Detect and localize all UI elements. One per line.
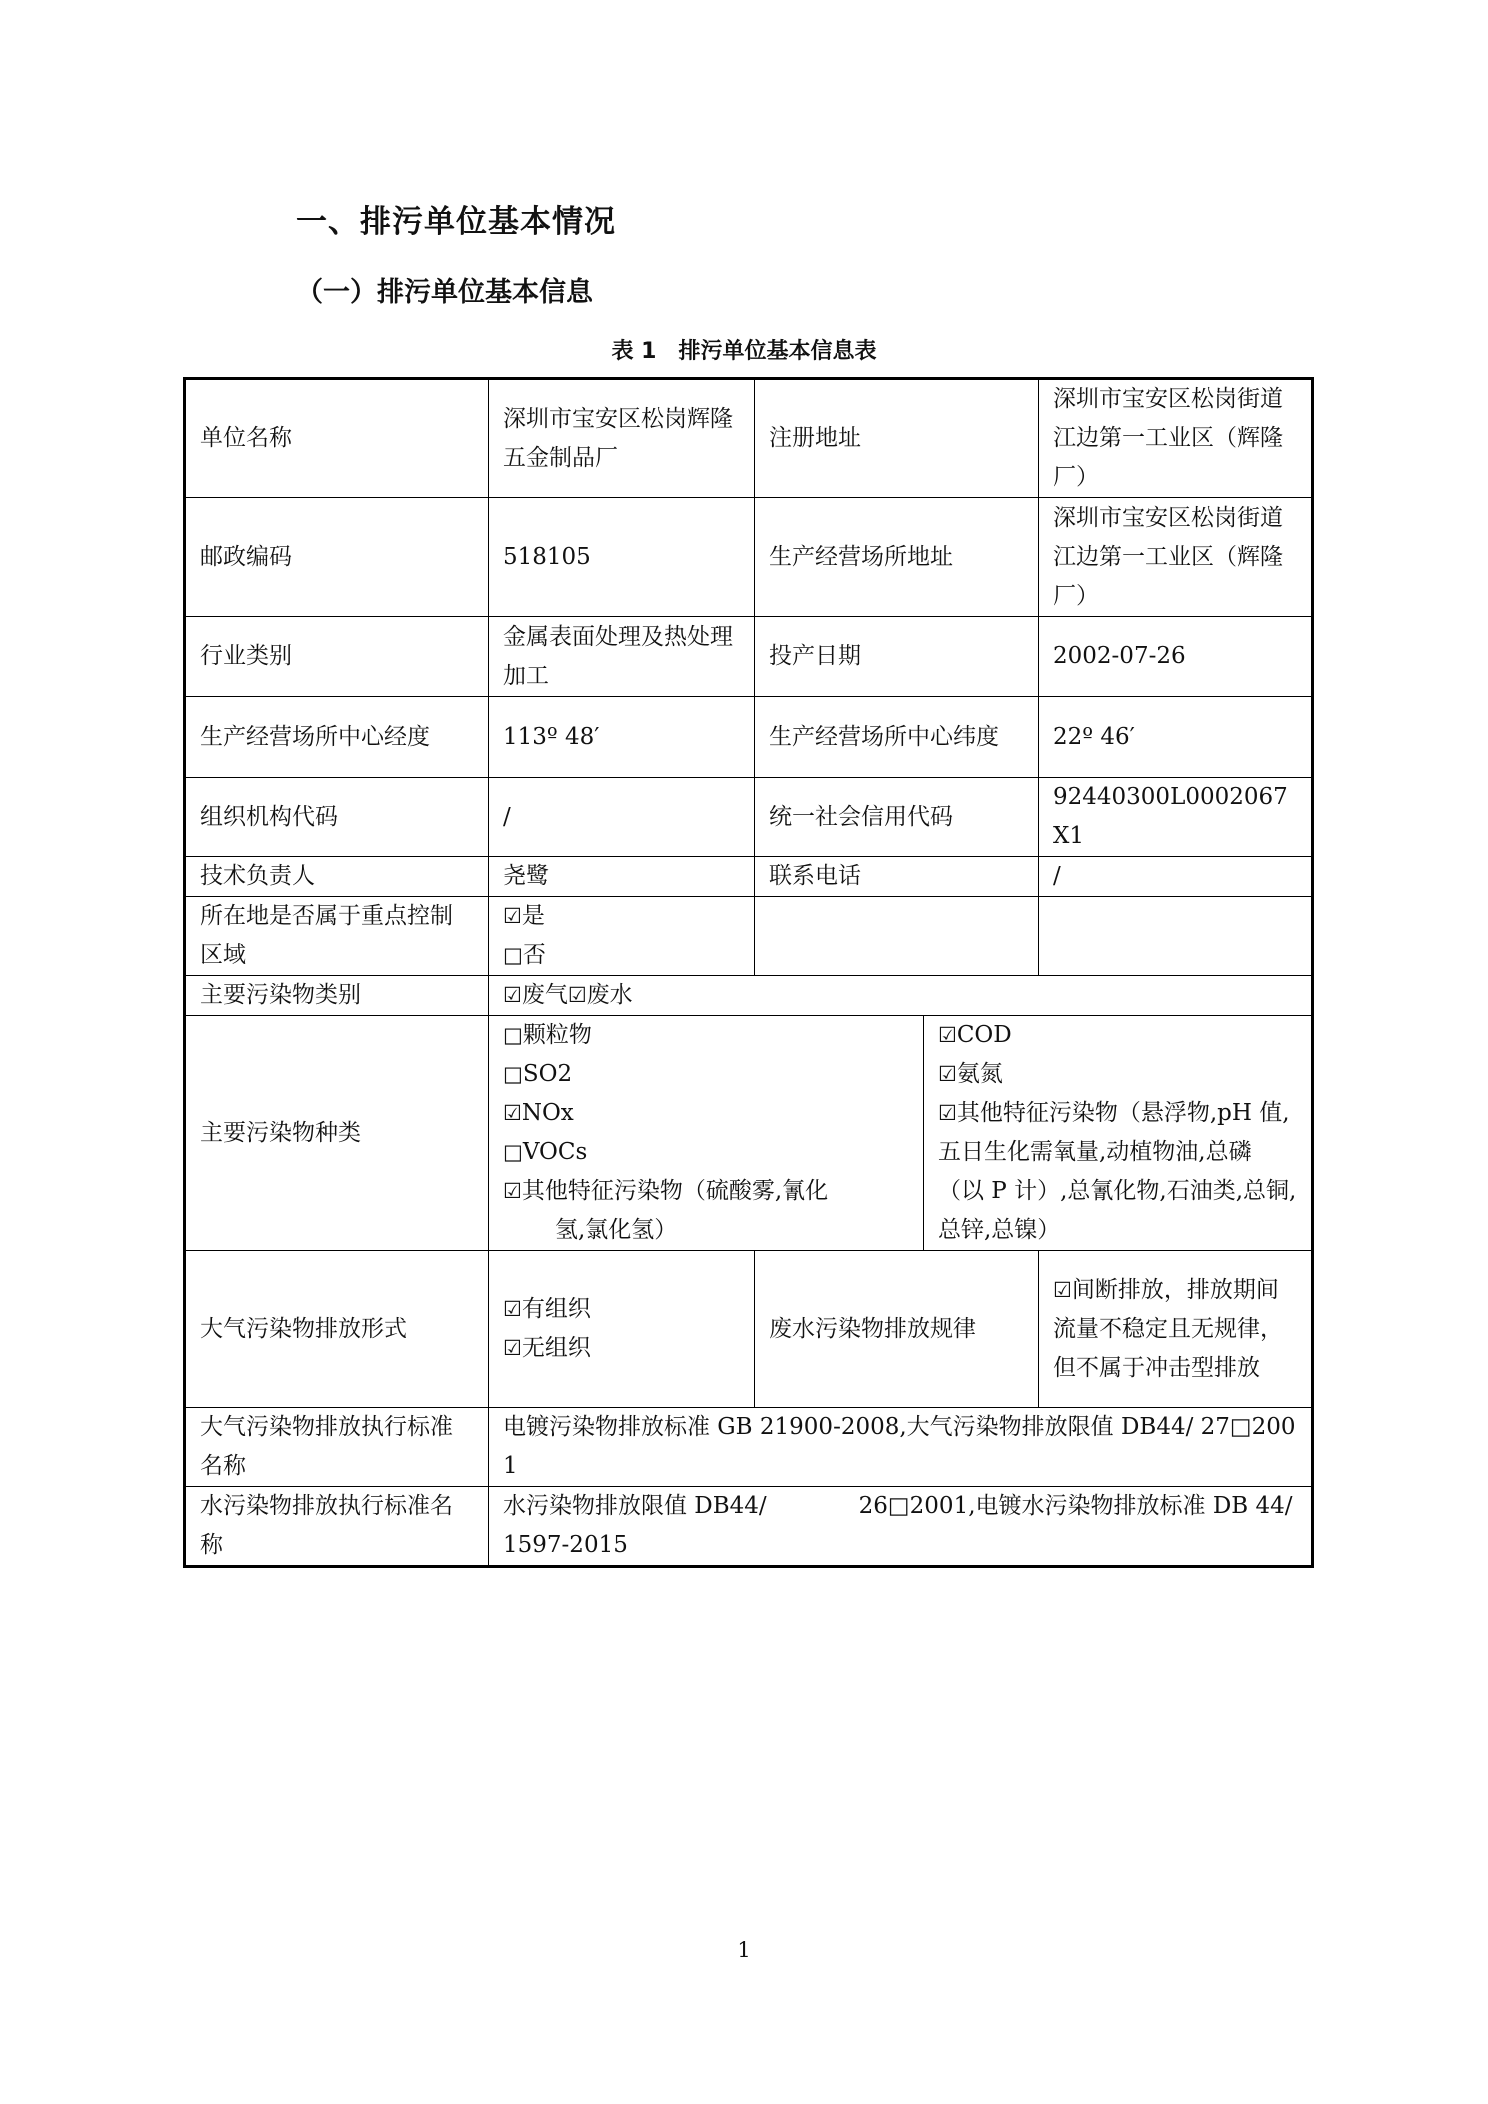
cell-label: 组织机构代码 (185, 778, 489, 857)
cell-value: / (489, 778, 755, 857)
table-row (185, 498, 1313, 617)
checkbox-item: □否 (503, 942, 546, 968)
cell-label: 废水污染物排放规律 (755, 1251, 1039, 1408)
checked-box-icon: ☑ (503, 1101, 522, 1125)
cell-value (489, 897, 755, 976)
water-items-continued: 五日生化需氧量,动植物油,总磷（以 P 计）,总氰化物,石油类,总铜,总锌,总镍） (938, 1139, 1297, 1243)
water-pollutant-list (924, 1016, 1311, 1250)
table-row (185, 778, 1313, 857)
checked-box-icon: ☑ (503, 1179, 522, 1203)
checkbox-item: □VOCs (503, 1139, 588, 1165)
checkbox-item: □颗粒物 (503, 1022, 592, 1048)
table-row (185, 857, 1313, 897)
table-caption: 表 1 排污单位基本信息表 (611, 339, 877, 364)
table-row (185, 1016, 1313, 1251)
checked-box-icon: ☑ (503, 904, 522, 928)
checked-box-icon: ☑ (938, 1062, 957, 1086)
unchecked-box-icon: □ (503, 943, 523, 967)
cell-label: 水污染物排放执行标准名称 (185, 1487, 489, 1567)
subsection-heading: （一）排污单位基本信息 (296, 277, 593, 308)
cell-value (489, 1016, 1313, 1251)
cell-label: 生产经营场所中心经度 (185, 697, 489, 778)
checkbox-item: ☑是 (503, 903, 545, 929)
unchecked-box-icon: □ (503, 1140, 523, 1164)
cell-empty (755, 897, 1039, 976)
unchecked-box-icon: □ (503, 1023, 523, 1047)
table-row (185, 379, 1313, 498)
cell-value: 深圳市宝安区松岗街道江边第一工业区（辉隆厂） (1039, 379, 1313, 498)
gas-pollutant-list (489, 1016, 924, 1250)
cell-label: 邮政编码 (185, 498, 489, 617)
cell-value: 22º 46′ (1039, 697, 1313, 778)
checkbox-item: □SO2 (503, 1061, 573, 1087)
cell-label: 单位名称 (185, 379, 489, 498)
checkbox-item: ☑其他特征污染物（硫酸雾,氰化 (503, 1178, 829, 1204)
table-row (185, 1487, 1313, 1567)
page-number: 1 (737, 1938, 751, 1962)
checkbox-item: ☑其他特征污染物（悬浮物,pH 值, (938, 1100, 1290, 1126)
cell-label: 生产经营场所地址 (755, 498, 1039, 617)
table-row (185, 1251, 1313, 1408)
cell-label: 所在地是否属于重点控制区域 (185, 897, 489, 976)
cell-label: 行业类别 (185, 617, 489, 697)
unchecked-box-icon: □ (503, 1062, 523, 1086)
checkbox-item: ☑有组织 (503, 1296, 591, 1322)
checkbox-item: ☑氨氮 (938, 1061, 1003, 1087)
cell-value: ☑间断排放，排放期间流量不稳定且无规律，但不属于冲击型排放 (1039, 1251, 1313, 1408)
cell-value: ☑废气☑废水 (489, 976, 1313, 1016)
cell-label: 大气污染物排放形式 (185, 1251, 489, 1408)
cell-label: 联系电话 (755, 857, 1039, 897)
checked-box-icon: ☑ (1053, 1277, 1072, 1302)
checked-box-icon: ☑ (938, 1101, 957, 1125)
gas-items-continued: 氢,氯化氢） (555, 1217, 678, 1243)
checkbox-item: ☑无组织 (503, 1335, 591, 1361)
table-row (185, 897, 1313, 976)
cell-value: 水污染物排放限值 DB44/ 26□2001,电镀水污染物排放标准 DB 44/1597-2015 (489, 1487, 1313, 1567)
checked-box-icon: ☑ (503, 983, 522, 1007)
cell-value: 深圳市宝安区松岗辉隆五金制品厂 (489, 379, 755, 498)
cell-label: 生产经营场所中心纬度 (755, 697, 1039, 778)
table-row (185, 1408, 1313, 1487)
cell-value: 518105 (489, 498, 755, 617)
basic-info-table (183, 377, 1314, 1568)
cell-label: 投产日期 (755, 617, 1039, 697)
checked-box-icon: ☑ (503, 1297, 522, 1321)
cell-empty (1039, 897, 1313, 976)
cell-value: 92440300L0002067X1 (1039, 778, 1313, 857)
cell-label: 主要污染物种类 (185, 1016, 489, 1251)
cell-value: / (1039, 857, 1313, 897)
cell-label: 统一社会信用代码 (755, 778, 1039, 857)
cell-value: 深圳市宝安区松岗街道江边第一工业区（辉隆厂） (1039, 498, 1313, 617)
cell-value: 113º 48′ (489, 697, 755, 778)
checked-box-icon: ☑ (503, 1336, 522, 1360)
checked-box-icon: ☑ (567, 983, 587, 1007)
checked-box-icon: ☑ (938, 1023, 957, 1047)
cell-value: 电镀污染物排放标准 GB 21900-2008,大气污染物排放限值 DB44/ 27□2001 (489, 1408, 1313, 1487)
cell-label: 大气污染物排放执行标准名称 (185, 1408, 489, 1487)
section-heading: 一、排污单位基本情况 (296, 204, 616, 240)
table-row (185, 697, 1313, 778)
table-row (185, 617, 1313, 697)
cell-value: 尧鹭 (489, 857, 755, 897)
checkbox-item: ☑COD (938, 1022, 1012, 1048)
checkbox-item: ☑NOx (503, 1100, 574, 1126)
cell-value (489, 1251, 755, 1408)
cell-label: 技术负责人 (185, 857, 489, 897)
cell-label: 主要污染物类别 (185, 976, 489, 1016)
cell-value: 金属表面处理及热处理加工 (489, 617, 755, 697)
cell-label: 注册地址 (755, 379, 1039, 498)
table-row (185, 976, 1313, 1016)
cell-value: 2002-07-26 (1039, 617, 1313, 697)
